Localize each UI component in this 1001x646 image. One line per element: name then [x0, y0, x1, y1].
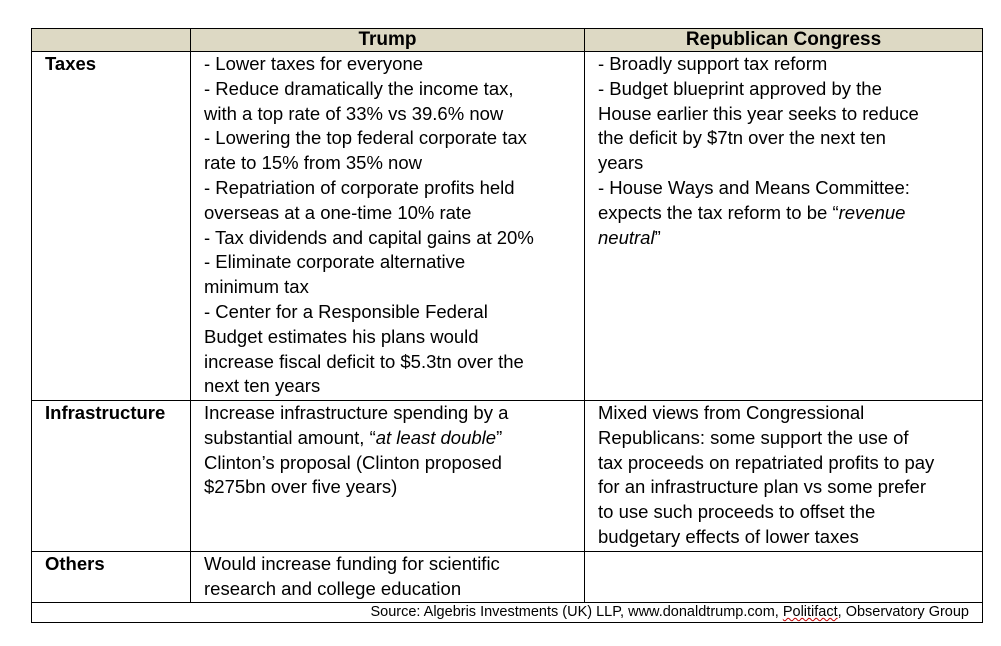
text-line: budgetary effects of lower taxes — [598, 525, 859, 547]
text-line — [598, 201, 974, 226]
text-line: with a top rate of 33% vs 39.6% now — [204, 102, 504, 124]
text-fragment: ” — [654, 226, 661, 248]
row-label-taxes: Taxes — [32, 52, 191, 401]
cell-taxes-congress — [585, 52, 983, 401]
text-line: - Lowering the top federal corporate tax — [204, 127, 527, 149]
text-line: the deficit by $7tn over the next ten — [598, 127, 886, 149]
header-row — [32, 29, 983, 52]
text-fragment: ” — [496, 426, 503, 448]
text-line: - Tax dividends and capital gains at 20% — [204, 226, 534, 248]
source-row — [32, 603, 983, 623]
text-line: overseas at a one-time 10% rate — [204, 201, 472, 223]
text-line: - Center for a Responsible Federal — [204, 300, 488, 322]
header-republican-congress: Republican Congress — [585, 29, 983, 52]
italic-text: neutral — [598, 226, 655, 248]
text-line: House earlier this year seeks to reduce — [598, 102, 919, 124]
text-line: minimum tax — [204, 276, 309, 298]
italic-text: revenue — [838, 201, 906, 223]
text-fragment: substantial amount, “ — [204, 426, 376, 448]
text-line: Clinton’s proposal (Clinton proposed — [204, 451, 502, 473]
text-line: research and college education — [204, 577, 462, 599]
row-label-others: Others — [32, 552, 191, 603]
text-line: Budget estimates his plans would — [204, 325, 479, 347]
cell-infrastructure-trump — [191, 401, 585, 552]
source-flagged-word: Politifact — [782, 604, 838, 620]
text-line: years — [598, 152, 644, 174]
text-line: Mixed views from Congressional — [598, 402, 865, 423]
text-line: rate to 15% from 35% now — [204, 152, 422, 174]
source-text: , Observatory Group — [837, 604, 969, 620]
text-line: - Reduce dramatically the income tax, — [204, 77, 514, 99]
text-line — [598, 226, 974, 251]
text-line: $275bn over five years) — [204, 476, 398, 498]
header-trump: Trump — [191, 29, 585, 52]
row-taxes — [32, 52, 983, 401]
text-line: - Broadly support tax reform — [598, 53, 828, 74]
cell-others-congress — [585, 552, 983, 603]
text-line: Would increase funding for scientific — [204, 553, 500, 574]
source-text: Source: Algebris Investments (UK) LLP, www.donaldtrump.com, — [370, 604, 783, 620]
text-line: Increase infrastructure spending by a — [204, 402, 509, 423]
text-line: - House Ways and Means Committee: — [598, 176, 910, 198]
row-others — [32, 552, 983, 603]
text-line — [204, 426, 576, 451]
italic-text: at least double — [375, 426, 497, 448]
cell-taxes-trump — [191, 52, 585, 401]
text-line: - Budget blueprint approved by the — [598, 77, 882, 99]
text-line: - Lower taxes for everyone — [204, 53, 424, 74]
text-line: to use such proceeds to offset the — [598, 501, 876, 523]
header-empty-cell — [32, 29, 191, 52]
comparison-table — [31, 28, 983, 623]
text-line: increase fiscal deficit to $5.3tn over the — [204, 350, 524, 372]
text-fragment: expects the tax reform to be “ — [598, 201, 839, 223]
text-line: - Repatriation of corporate profits held — [204, 176, 515, 198]
cell-infrastructure-congress — [585, 401, 983, 552]
cell-others-trump — [191, 552, 585, 603]
text-line: next ten years — [204, 375, 321, 397]
source-note — [32, 603, 983, 623]
text-line: tax proceeds on repatriated profits to pay — [598, 451, 935, 473]
text-line: Republicans: some support the use of — [598, 426, 909, 448]
row-label-infrastructure: Infrastructure — [32, 401, 191, 552]
text-line: for an infrastructure plan vs some prefer — [598, 476, 927, 498]
text-line: - Eliminate corporate alternative — [204, 251, 466, 273]
row-infrastructure — [32, 401, 983, 552]
